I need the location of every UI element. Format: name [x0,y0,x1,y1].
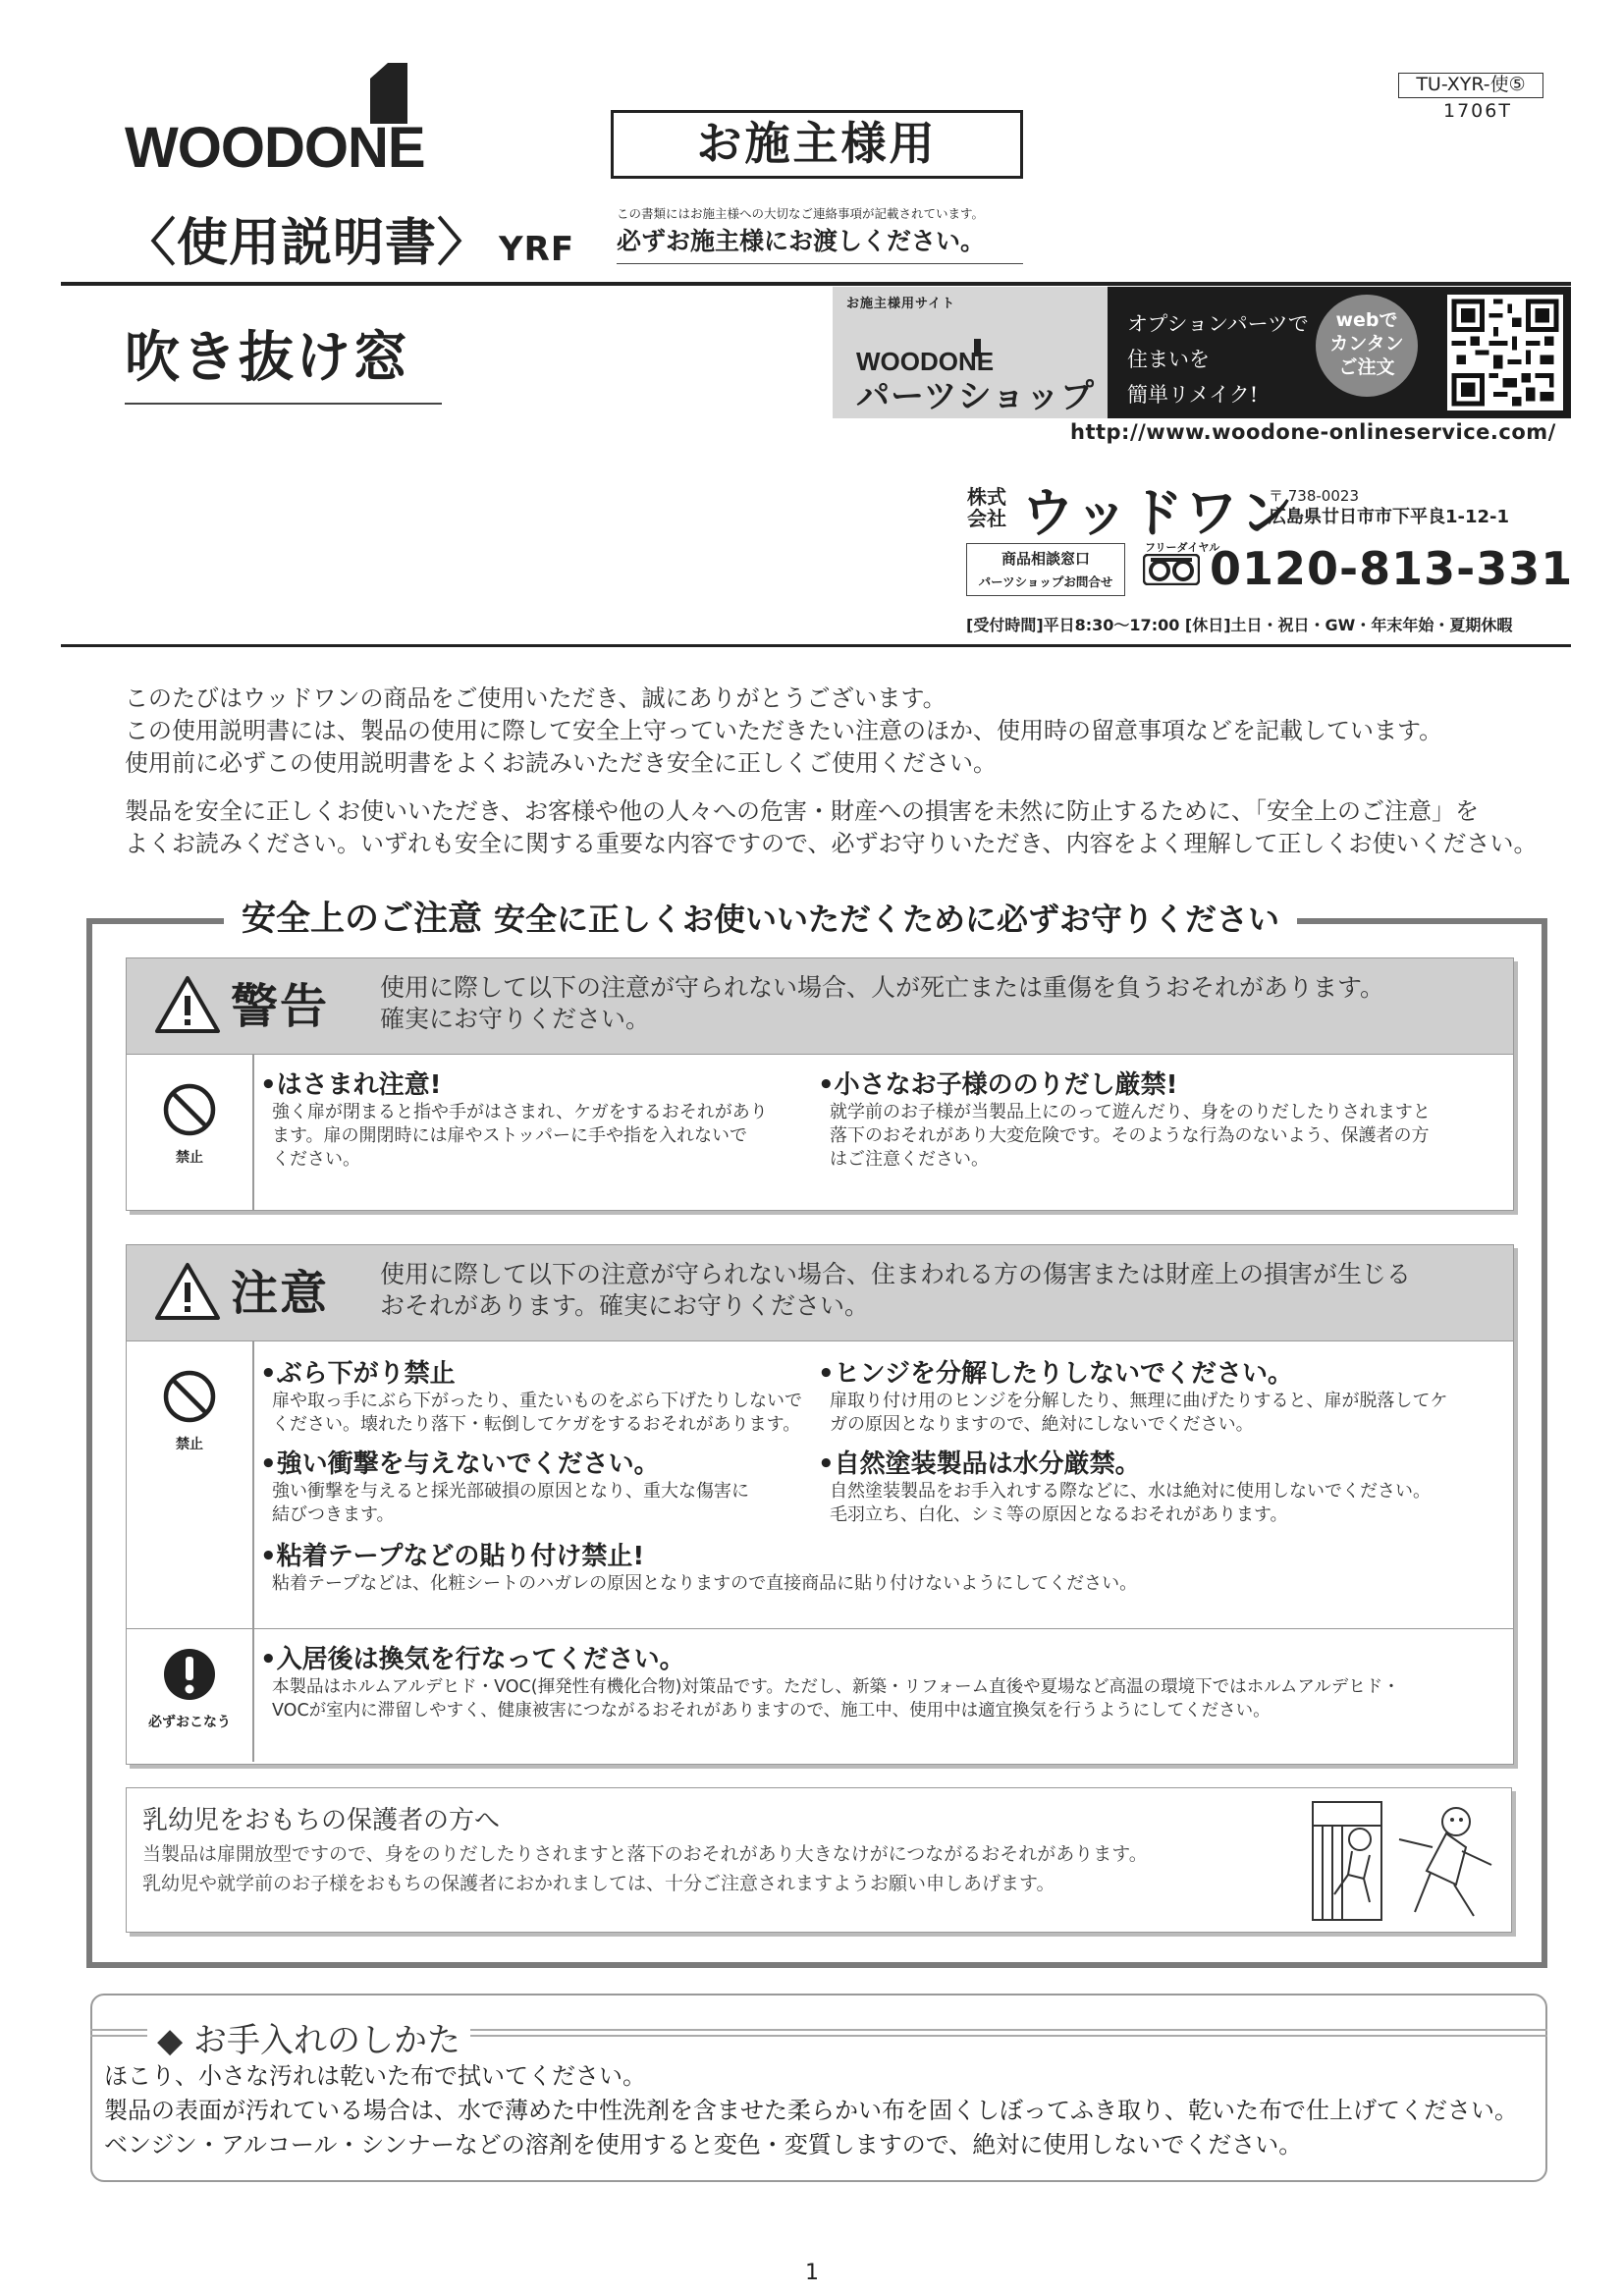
caution-mandatory-row [127,1628,1513,1762]
mandatory-caption: 必ずおこなう [148,1715,231,1730]
caution-panel [126,1244,1514,1765]
caution-item-heading: •自然塗装製品は水分厳禁。 [818,1449,1141,1479]
prohibit-caption: 禁止 [176,1437,203,1452]
safety-title-main: 安全上のご注意 [242,900,483,939]
child-falling-illustration [1309,1796,1505,1926]
caution-item-heading: •ぶら下がり禁止 [260,1359,456,1389]
shop-tagline: オプションパーツで 住まいを 簡単リメイク! [1127,312,1309,407]
caution-item [818,1444,1431,1527]
freedial-label: フリーダイヤル [1145,541,1220,554]
shop-name: パーツショップ [856,377,1095,416]
caution-prohibit-row [127,1341,1513,1628]
care-body: ほこり、小さな汚れは乾いた布で拭いてください。 製品の表面が汚れている場合は、水で薄めた中性洗剤を含ませた柔らかい布を固くしぼってふき取り、乾いた布で仕上げてください。 ベンジン・アルコール・シンナーなどの溶剤を使用すると変色・変質しますので、絶対に使用しないでください。 [104,2062,1518,2159]
shop-url-link[interactable]: http://www.woodone-onlineservice.com/ [1070,420,1556,444]
mandatory-item-body: 本製品はホルムアルデヒド・VOC(揮発性有機化合物)対策品です。ただし、新築・リフォーム直後や夏場など高温の環境下ではホルムアルデヒド・ VOCが室内に滞留しやすく、健康被害につながるおそれがありますので、施工中、使用中は適宜換気を行うようにしてください。 [272,1677,1400,1721]
safety-subtitle: 安全に正しくお使いいただくために必ずお守りください [494,901,1280,938]
warning-item-body: 強く扉が閉まると指や手がはさまれ、ケガをするおそれがあり ます。扉の開閉時には扉やストッパーに手や指を入れないで ください。 [272,1102,768,1170]
caution-item-heading: •ヒンジを分解したりしないでください。 [818,1359,1293,1389]
consult-line1: 商品相談窓口 [1001,550,1090,568]
caution-item [818,1353,1448,1437]
warning-item-heading: •はさまれ注意! [260,1070,442,1100]
company-zip: 〒 738-0023 [1269,487,1359,505]
caution-item-heading: •粘着テープなどの貼り付け禁止! [260,1542,645,1571]
web-order-badge: webで カンタン ご注文 [1316,295,1418,397]
warning-header [127,958,1513,1055]
caution-item-body: 粘着テープなどは、化粧シートのハガレの原因となりますので直接商品に貼り付けないようにしてください。 [272,1573,1138,1594]
prohibit-icon [162,1082,217,1137]
company-type: 株式 会社 [967,485,1006,530]
notice-main: 必ずお施主様にお渡しください。 [617,222,1023,264]
document-title [125,201,574,275]
section-divider [61,644,1571,647]
company-address: 広島県廿日市市下平良1-12-1 [1269,507,1510,527]
mandatory-marker [127,1629,252,1731]
notice-small: この書類にはお施主様への大切なご連絡事項が記載されています。 [617,206,985,221]
caution-item-body: 扉や取っ手にぶら下がったり、重たいものをぶら下げたりしないで ください。壊れたり落下・転倒してケガをするおそれがあります。 [272,1391,802,1435]
warning-row [127,1055,1513,1210]
caution-item-body: 扉取り付け用のヒンジを分解したり、無理に曲げたりすると、扉が脱落してケ ガの原因となりますので、絶対にしないでください。 [830,1391,1448,1435]
care-title: ◆ お手入れのしかた [147,2013,470,2061]
prohibit-marker [127,1341,252,1453]
company-name: ウッドワン [1021,482,1295,544]
warning-triangle-icon [154,974,221,1035]
prohibit-caption: 禁止 [176,1150,203,1166]
prohibit-marker [127,1055,252,1167]
row-divider [252,1341,254,1628]
document-code: TU-XYR-使⑤ [1398,73,1543,98]
caution-item [260,1536,1137,1596]
header-divider [61,282,1571,286]
product-name: 吹き抜け窓 [125,314,442,405]
warning-text: 使用に際して以下の注意が守られない場合、人が死亡または重傷を負うおそれがあります。 確実にお守りください。 [380,973,1385,1033]
infant-notice-heading: 乳幼児をおもちの保護者の方へ [142,1806,501,1835]
shop-woodone-logo [856,339,1028,372]
row-divider [252,1629,254,1762]
document-title-text: 〈使用説明書〉 [125,214,490,273]
caution-header [127,1245,1513,1341]
infant-notice-body: 当製品は扉開放型ですので、身をのりだしたりされますと落下のおそれがあり大きなけがにつながるおそれがあります。 乳幼児や就学前のお子様をおもちの保護者におかれましては、十分ご注意されますようお願い申しあげます。 [142,1843,1148,1894]
caution-item-body: 強い衝撃を与えると採光部破損の原因となり、重大な傷害に 結びつきます。 [272,1481,749,1525]
consult-desk-box [966,543,1125,596]
svg-text:WOODONE: WOODONE [125,116,425,177]
warning-item-body: 就学前のお子様が当製品上にのって遊んだり、身をのりだしたりされますと 落下のおそれがあり大変危険です。そのような行為のないよう、保護者の方 はご注意ください。 [830,1102,1431,1170]
warning-item [260,1065,768,1172]
owner-label-box: お施主様用 [611,110,1023,179]
mandatory-icon [162,1647,217,1702]
row-divider [252,1055,254,1210]
page-number: 1 [805,2261,819,2285]
caution-item-body: 自然塗装製品をお手入れする際などに、水は絶対に使用しないでください。 毛羽立ち、白化、シミ等の原因となるおそれがあります。 [830,1481,1431,1525]
mandatory-item [260,1639,1400,1722]
safety-title [224,892,1297,941]
business-hours: [受付時間]平日8:30〜17:00 [休日]土日・祝日・GW・年末年始・夏期休暇 [966,616,1513,634]
infant-notice [126,1787,1512,1933]
warning-panel [126,957,1514,1211]
freedial-icon [1143,554,1200,585]
phone-number[interactable]: 0120-813-331 [1210,542,1574,595]
caution-item [260,1353,802,1437]
document-model: YRF [499,230,575,269]
woodone-logo [125,61,498,177]
shop-label: お施主様用サイト [846,297,956,311]
caution-item-heading: •強い衝撃を与えないでください。 [260,1449,660,1479]
document-revision: 1706T [1443,100,1512,122]
caution-text: 使用に際して以下の注意が守られない場合、住まわれる方の傷害または財産上の損害が生じる おそれがあります。確実にお守りください。 [380,1260,1412,1320]
svg-text:WOODONE: WOODONE [856,347,995,372]
consult-line2: パーツショップお問合せ [978,574,1113,589]
qr-code[interactable] [1447,295,1563,410]
warning-item-heading: •小さなお子様ののりだし厳禁! [818,1070,1178,1100]
caution-item [260,1444,749,1527]
warning-label: 警告 [231,979,330,1034]
mandatory-item-heading: •入居後は換気を行なってください。 [260,1645,685,1674]
caution-label: 注意 [231,1266,330,1321]
caution-triangle-icon [154,1261,221,1322]
intro-paragraph-2: 製品を安全に正しくお使いいただき、お客様や他の人々への危害・財産への損害を未然に防止するために、「安全上のご注意」を よくお読みください。いずれも安全に関する重要な内容ですので、必ずお守りいただき、内容をよく理解して正しくお使いください。 [125,797,1538,857]
intro-paragraph-1: このたびはウッドワンの商品をご使用いただき、誠にありがとうございます。 この使用説明書には、製品の使用に際して安全上守っていただきたい注意のほか、使用時の留意事項などを記載しています。 使用前に必ずこの使用説明書をよくお読みいただき安全に正しくご使用ください。 [125,684,1443,777]
prohibit-icon [162,1369,217,1424]
warning-item [818,1065,1431,1172]
